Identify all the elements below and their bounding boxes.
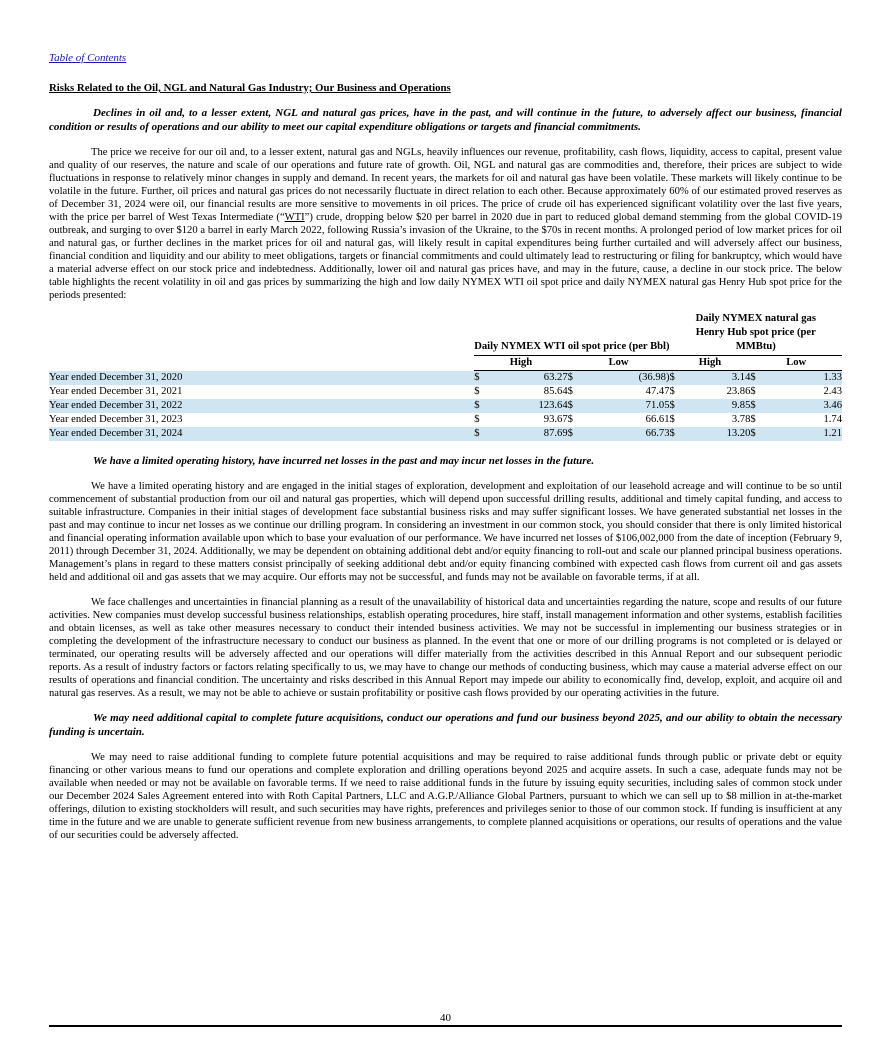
oil-high-value: 63.27 bbox=[489, 371, 568, 386]
page-number: 40 bbox=[440, 1012, 451, 1024]
currency-symbol: $ bbox=[750, 414, 756, 425]
oil-high-value: 85.64 bbox=[543, 386, 568, 397]
oil-low-value: 47.47 bbox=[645, 386, 670, 397]
gas-low-value: 3.46 bbox=[764, 399, 842, 413]
footer-rule bbox=[49, 1025, 842, 1027]
oil-low-value: 66.61 bbox=[645, 414, 670, 425]
period-label: Year ended December 31, 2022 bbox=[49, 399, 474, 413]
currency-symbol: $ bbox=[670, 371, 684, 386]
gas-low-value: 2.43 bbox=[823, 386, 842, 397]
table-row bbox=[49, 385, 842, 399]
currency-symbol: $ bbox=[670, 427, 684, 441]
gas-high-value: 9.85 bbox=[683, 399, 750, 413]
currency-symbol: $ bbox=[669, 414, 675, 425]
currency-symbol: $ bbox=[474, 386, 480, 397]
currency-symbol: $ bbox=[474, 371, 489, 386]
currency-symbol: $ bbox=[750, 371, 764, 386]
gas-low-value: 1.21 bbox=[764, 427, 842, 441]
oil-price-group-header: Daily NYMEX WTI oil spot price (per Bbl) bbox=[474, 312, 669, 356]
currency-symbol: $ bbox=[750, 427, 764, 441]
currency-symbol: $ bbox=[750, 386, 756, 397]
gas-high-value: 13.20 bbox=[683, 427, 750, 441]
period-label: Year ended December 31, 2021 bbox=[49, 386, 183, 397]
oil-low-value: 66.73 bbox=[582, 427, 669, 441]
paragraph-oil-prices-part2: ”) crude, dropping below $20 per barrel in 2020 due in part to reduced global demand stemming from the global COVID-19 outbreak, and surging to over $120 a barrel in early March 2022, following Russia’s invasion of the Ukraine, to the $70s in recent months. A prolonged period of low market prices for oil and natural gas, or further declines in the market prices for oil and natural gas, will likely result in capital expenditures being further curtailed and will adversely affect our business, financial condition and liquidity and our ability to meet obligations, targets or financial commitments and could ultimately lead to restructuring or filing for bankruptcy, which would have a material adverse effect on our stock price and indebtedness. Additionally, lower oil and natural gas prices have, and may in the future, cause, a decline in our stock price. The below table highlights the recent volatility in oil and gas prices by summarizing the high and low daily NYMEX WTI oil spot price and daily NYMEX natural gas Henry Hub spot price for the periods presented: bbox=[49, 212, 843, 301]
currency-symbol: $ bbox=[567, 386, 573, 397]
oil-high-header: High bbox=[474, 356, 567, 371]
oil-low-value: 71.05 bbox=[582, 399, 669, 413]
gas-high-value: 3.78 bbox=[731, 414, 751, 425]
currency-symbol: $ bbox=[474, 414, 480, 425]
currency-symbol: $ bbox=[670, 399, 684, 413]
oil-low-value: (36.98) bbox=[582, 371, 669, 386]
paragraph-planning-uncertainty: We face challenges and uncertainties in financial planning as a result of the unavailability of historical data and uncertainties regarding the nature, scope and results of our future activities. New companies must develop successful business relationships, establish operating procedures, hire staff, install management information and other systems, establish facilities and obtain licenses, as well as take other measures necessary to conduct their intended business activities. We may not be successful in implementing our business strategies or in completing the development of the infrastructure necessary to conduct our business as planned. In the event that one or more of our drilling programs is not completed or is delayed or terminated, our operating results will be adversely affected and our operations will differ materially from the activities described in this Annual Report and our subsequent periodic reports. As a result of industry factors or factors relating specifically to us, we may have to change our methods of conducting business, which may cause a material adverse effect on our results of operations and financial condition. The uncertainty and risks described in this Annual Report may impede our ability to economically find, develop, exploit, and acquire oil and natural gas reserves. As a result, we may not be able to achieve or sustain profitability or positive cash flows provided by our operating activities in the future. bbox=[49, 597, 842, 699]
currency-symbol: $ bbox=[669, 386, 675, 397]
gas-price-group-header: Daily NYMEX natural gas Henry Hub spot price (per MMBtu) bbox=[670, 312, 842, 356]
gas-low-header: Low bbox=[750, 356, 842, 371]
document-page bbox=[49, 52, 842, 842]
risk-heading-additional-capital: We may need additional capital to complete future acquisitions, conduct our operations and fund our business beyond 2025, and our ability to obtain the necessary funding is uncertain. bbox=[49, 712, 842, 738]
gas-high-value: 23.86 bbox=[726, 386, 751, 397]
table-row bbox=[49, 399, 842, 413]
currency-symbol: $ bbox=[750, 399, 764, 413]
risk-heading-oil-prices: Declines in oil and, to a lesser extent, NGL and natural gas prices, have in the past, and will continue in the future, to adversely affect our business, financial condition or results of operations and our ability to meet our capital expenditure obligations or targets and financial commitments. bbox=[49, 107, 842, 133]
gas-low-value: 1.33 bbox=[764, 371, 842, 386]
currency-symbol: $ bbox=[568, 399, 583, 413]
table-row bbox=[49, 427, 842, 441]
paragraph-additional-capital: We may need to raise additional funding to complete future potential acquisitions and may be required to raise additional funds through public or private debt or equity financing or other various means to fund our operations and complete exploration and drilling operations beyond 2025 and acquire assets. In such a case, adequate funds may not be available when needed or may not be available on favorable terms. If we need to raise additional funds in the future by issuing equity securities, including sales of common stock under our December 2024 Sales Agreement entered into with Roth Capital Partners, LLC and A.G.P./Alliance Global Partners, pursuant to which we can sell up to $8 million in at-the-market offerings, dilution to existing stockholders will result, and such securities may have rights, preferences and privileges senior to those of our common stock. If funding is insufficient at any time in the future and we are unable to generate sufficient revenue from new business arrangements, to complete planned acquisitions or operations, our results of operations and the value of our securities could be adversely affected. bbox=[49, 752, 842, 841]
gas-high-header: High bbox=[670, 356, 751, 371]
currency-symbol: $ bbox=[474, 427, 489, 441]
period-label: Year ended December 31, 2023 bbox=[49, 414, 183, 425]
currency-symbol: $ bbox=[568, 427, 583, 441]
paragraph-limited-history: We have a limited operating history and are engaged in the initial stages of exploration, development and exploitation of our leasehold acreage and will continue to be so until commencement of substantial production from our oil and natural gas properties, which will depend upon successful drilling results, additional and timely capital funding, and access to suitable infrastructure. Companies in their initial stages of development face substantial business risks and may suffer significant losses. We have generated substantial net losses in the past and may continue to incur net losses as we continue our drilling program. In considering an investment in our common stock, you should consider that there is only limited historical and financial operating information available upon which to base your evaluation of our performance. We have incurred net losses of $106,002,000 from the date of inception (February 9, 2011) through December 31, 2024. Additionally, we may be dependent on obtaining additional debt and/or equity financing to roll-out and scale our planned principal business operations. Management’s plans in regard to these matters consist principally of seeking additional debt and/or equity financing combined with expected cash flows from current oil and gas assets held and additional oil and gas assets that we may acquire. Our efforts may not be successful, and funds may not be available on favorable terms, if at all. bbox=[49, 481, 842, 583]
currency-symbol: $ bbox=[474, 399, 489, 413]
gas-high-value: 3.14 bbox=[683, 371, 750, 386]
paragraph-oil-prices bbox=[49, 146, 842, 302]
oil-high-value: 123.64 bbox=[489, 399, 568, 413]
currency-symbol: $ bbox=[568, 371, 583, 386]
period-label: Year ended December 31, 2020 bbox=[49, 371, 474, 386]
gas-low-value: 1.74 bbox=[823, 414, 842, 425]
table-row bbox=[49, 413, 842, 427]
paragraph-oil-prices-part1: The price we receive for our oil and, to a lesser extent, natural gas and NGLs, heavily influences our revenue, profitability, cash flows, liquidity, access to capital, present value and quality of our reserves, the nature and scale of our operations and future rate of growth. Oil, NGL and natural gas are commodities and, therefore, their prices are subject to wide fluctuations in response to relatively minor changes in supply and demand. In recent years, the markets for oil and natural gas have been volatile. These markets will likely continue to be volatile in the future. Further, oil prices and natural gas prices do not necessarily fluctuate in direct relation to each other. Because approximately 60% of our estimated proved reserves as of December 31, 2024 were oil, our financial results are more sensitive to movements in oil prices. The price of crude oil has experienced significant volatility over the last five years, with the price per barrel of West Texas Intermediate (“ bbox=[49, 147, 842, 223]
currency-symbol: $ bbox=[567, 414, 573, 425]
section-heading: Risks Related to the Oil, NGL and Natural Gas Industry; Our Business and Operations bbox=[49, 82, 451, 94]
period-label: Year ended December 31, 2024 bbox=[49, 427, 474, 441]
wti-defined-term: WTI bbox=[284, 212, 305, 223]
risk-heading-limited-history: We have a limited operating history, have incurred net losses in the past and may incur net losses in the future. bbox=[93, 455, 595, 467]
table-row bbox=[49, 371, 842, 386]
price-table bbox=[49, 312, 842, 441]
table-of-contents-link[interactable]: Table of Contents bbox=[49, 52, 127, 64]
oil-high-value: 87.69 bbox=[489, 427, 568, 441]
oil-low-header: Low bbox=[568, 356, 670, 371]
oil-high-value: 93.67 bbox=[543, 414, 568, 425]
